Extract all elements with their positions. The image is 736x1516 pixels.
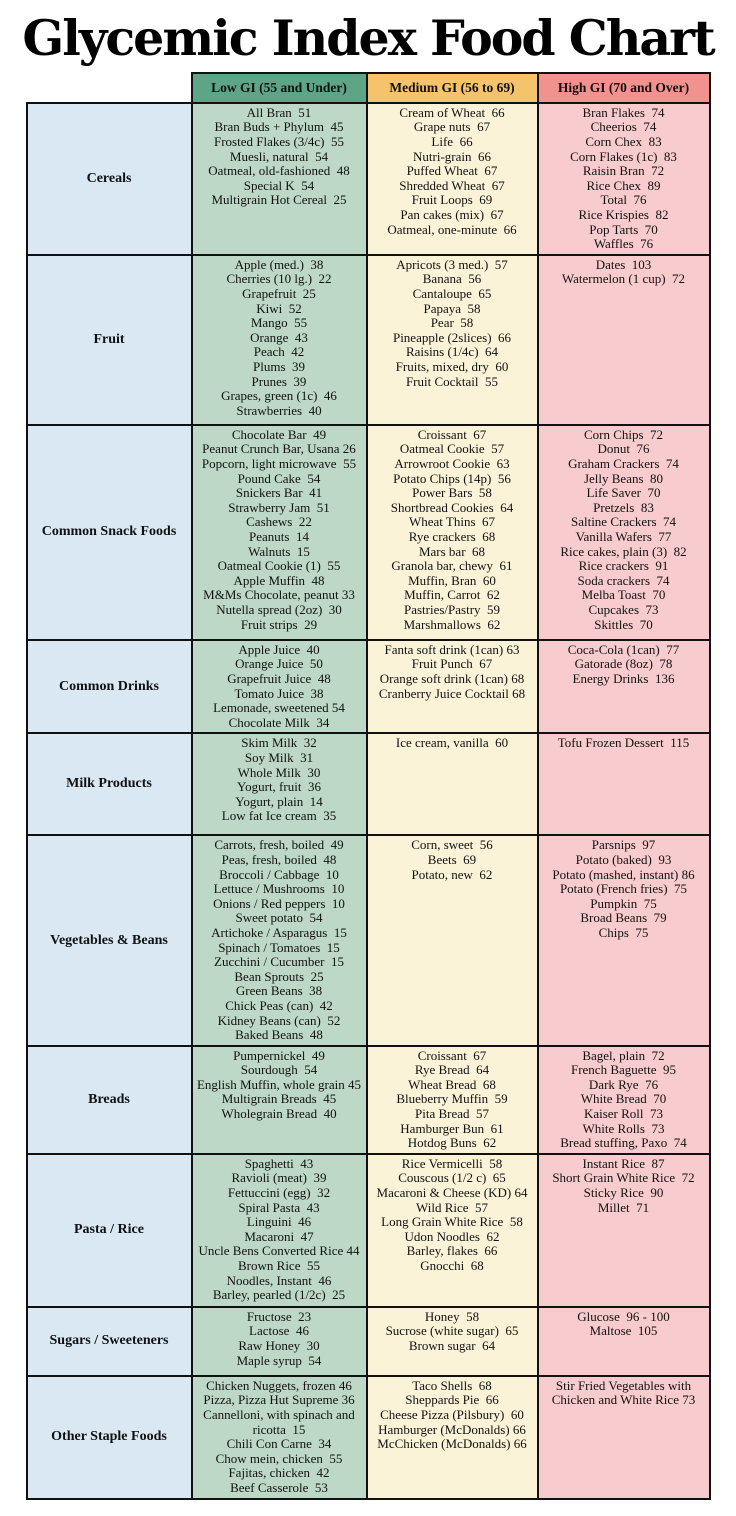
- food-entry: Multigrain Breads 45: [221, 1091, 337, 1107]
- food-entry: Green Beans 38: [235, 983, 323, 999]
- food-entry: Grapes, green (1c) 46: [221, 388, 337, 404]
- food-entry: Puffed Wheat 67: [406, 163, 498, 179]
- food-entry: Hamburger Bun 61: [400, 1120, 504, 1136]
- food-entry: Bran Flakes 74: [582, 104, 665, 120]
- food-category-row: [27, 1154, 710, 1307]
- food-entry: Rye Bread 64: [414, 1062, 490, 1078]
- food-category-row: [27, 1376, 710, 1499]
- food-entry: Zucchini / Cucumber 15: [214, 954, 344, 970]
- food-entry: Fruits, mixed, dry 60: [395, 358, 509, 374]
- gi-header-row: [27, 73, 710, 103]
- corner-spacer: [27, 73, 192, 103]
- medium-gi-header: Medium GI (56 to 69): [367, 73, 538, 103]
- food-entry: Soda crackers 74: [577, 572, 670, 588]
- food-entry: Grapefruit 25: [242, 286, 316, 302]
- food-entry: Peach 42: [253, 344, 305, 360]
- category-label: Cereals: [27, 103, 192, 255]
- category-label: Sugars / Sweeteners: [27, 1307, 192, 1376]
- low-gi-cell: [192, 1376, 367, 1499]
- food-entry: Rice cakes, plain (3) 82: [560, 543, 687, 559]
- food-entry: Chocolate Bar 49: [231, 426, 327, 442]
- food-entry: Grapefruit Juice 48: [227, 671, 331, 687]
- food-entry: Kaiser Roll 73: [583, 1106, 664, 1122]
- food-entry: Brown sugar 64: [408, 1338, 496, 1354]
- food-entry: Sweet potato 54: [235, 910, 323, 926]
- high-gi-cell: [538, 255, 710, 425]
- food-entry: Rice Chex 89: [586, 177, 661, 193]
- food-entry: Papaya 58: [423, 300, 481, 316]
- category-label: Common Drinks: [27, 640, 192, 734]
- food-entry: Carrots, fresh, boiled 49: [214, 837, 344, 853]
- food-entry: Orange soft drink (1can) 68: [379, 671, 525, 687]
- medium-gi-cell: [367, 835, 538, 1045]
- category-label: Pasta / Rice: [27, 1154, 192, 1307]
- food-entry: Skim Milk 32: [241, 735, 317, 751]
- food-entry: Pita Bread 57: [414, 1106, 489, 1122]
- food-entry: Sourdough 54: [240, 1062, 318, 1078]
- medium-gi-cell: [367, 1046, 538, 1154]
- food-entry: Hotdog Buns 62: [407, 1135, 497, 1151]
- food-entry: Oatmeal, old-fashioned 48: [208, 163, 350, 179]
- food-entry: Corn Chex 83: [585, 134, 662, 150]
- low-gi-cell: [192, 1046, 367, 1154]
- food-entry: Plums 39: [252, 358, 305, 374]
- food-entry: Raisins (1/4c) 64: [405, 344, 499, 360]
- food-entry: Spiral Pasta 43: [238, 1199, 320, 1215]
- food-entry: Corn, sweet 56: [411, 837, 493, 853]
- food-entry: Melba Toast 70: [581, 587, 666, 603]
- food-entry: White Bread 70: [580, 1091, 667, 1107]
- food-entry: Life 66: [431, 134, 473, 150]
- high-gi-cell: [538, 733, 710, 835]
- food-entry: Instant Rice 87: [582, 1155, 665, 1171]
- food-entry: Energy Drinks 136: [572, 671, 675, 687]
- food-entry: Peas, fresh, boiled 48: [221, 851, 337, 867]
- food-entry: Chili Con Carne 34: [226, 1436, 332, 1452]
- food-entry: Millet 71: [597, 1199, 650, 1215]
- high-gi-cell: [538, 1376, 710, 1499]
- food-entry: Potato (baked) 93: [575, 851, 672, 867]
- medium-gi-cell: [367, 1154, 538, 1307]
- food-entry: Strawberries 40: [236, 402, 322, 418]
- food-entry: Parsnips 97: [591, 837, 656, 853]
- food-entry: Bean Sprouts 25: [234, 968, 324, 984]
- food-entry: McChicken (McDonalds) 66: [377, 1436, 527, 1452]
- food-entry: Barley, pearled (1/2c) 25: [212, 1287, 346, 1303]
- food-entry: Whole Milk 30: [237, 764, 321, 780]
- medium-gi-cell: [367, 1376, 538, 1499]
- food-entry: Kiwi 52: [256, 300, 302, 316]
- high-gi-header: High GI (70 and Over): [538, 73, 710, 103]
- food-entry: Lemonade, sweetened 54: [213, 700, 345, 716]
- food-entry: Nutri-grain 66: [413, 148, 491, 164]
- high-gi-cell: [538, 1154, 710, 1307]
- food-entry: Muffin, Bran 60: [408, 572, 496, 588]
- food-entry: Cupcakes 73: [588, 601, 659, 617]
- food-category-row: [27, 1307, 710, 1376]
- food-entry: Apple Muffin 48: [233, 572, 325, 588]
- food-entry: Beef Casserole 53: [230, 1480, 328, 1496]
- food-entry: French Baguette 95: [570, 1062, 677, 1078]
- food-entry: Potato, new 62: [411, 866, 493, 882]
- food-entry: Pineapple (2slices) 66: [392, 329, 512, 345]
- medium-gi-cell: [367, 733, 538, 835]
- food-entry: Multigrain Hot Cereal 25: [211, 192, 347, 208]
- food-entry: Saltine Crackers 74: [570, 514, 677, 530]
- food-entry: Pumpkin 75: [590, 895, 657, 911]
- food-entry: Beets 69: [427, 851, 477, 867]
- food-entry: Blueberry Muffin 59: [396, 1091, 508, 1107]
- high-gi-cell: [538, 425, 710, 640]
- food-entry: Ravioli (meat) 39: [231, 1170, 327, 1186]
- food-entry: Watermelon (1 cup) 72: [561, 271, 686, 287]
- food-entry: Spinach / Tomatoes 15: [218, 939, 340, 955]
- food-entry: Graham Crackers 74: [568, 456, 679, 472]
- food-entry: Bread stuffing, Paxo 74: [560, 1135, 687, 1151]
- food-entry: Honey 58: [424, 1308, 480, 1324]
- food-entry: Chips 75: [598, 924, 649, 940]
- food-category-row: [27, 640, 710, 734]
- food-entry: Low fat Ice cream 35: [221, 808, 337, 824]
- food-entry: Cranberry Juice Cocktail 68: [378, 685, 526, 701]
- food-entry: Glucose 96 - 100: [577, 1308, 670, 1324]
- food-entry: Taco Shells 68: [412, 1377, 492, 1393]
- high-gi-cell: [538, 1046, 710, 1154]
- food-entry: Pizza, Pizza Hut Supreme 36: [203, 1392, 355, 1408]
- food-category-row: [27, 425, 710, 640]
- food-entry: Barley, flakes 66: [406, 1243, 498, 1259]
- food-entry: Special K 54: [243, 177, 315, 193]
- food-entry: Linguini 46: [246, 1214, 312, 1230]
- food-entry: Pretzels 83: [593, 499, 654, 515]
- food-entry: Shredded Wheat 67: [399, 177, 505, 193]
- food-entry: M&Ms Chocolate, peanut 33: [203, 587, 355, 603]
- food-entry: Croissant 67: [417, 426, 487, 442]
- food-entry: Orange Juice 50: [235, 656, 323, 672]
- food-entry: Shortbread Cookies 64: [390, 499, 514, 515]
- food-entry: Wholegrain Bread 40: [221, 1106, 337, 1122]
- food-entry: Banana 56: [422, 271, 482, 287]
- category-label: Vegetables & Beans: [27, 835, 192, 1045]
- food-entry: Maltose 105: [589, 1323, 658, 1339]
- food-entry: Cantaloupe 65: [412, 286, 492, 302]
- food-entry: Raw Honey 30: [238, 1338, 320, 1354]
- food-entry: Bran Buds + Phylum 45: [214, 119, 344, 135]
- food-entry: Brown Rice 55: [238, 1258, 320, 1274]
- food-category-row: [27, 1046, 710, 1154]
- food-entry: Ice cream, vanilla 60: [395, 735, 509, 751]
- high-gi-cell: [538, 835, 710, 1045]
- food-entry: Rye crackers 68: [408, 528, 496, 544]
- food-entry: Cheerios 74: [590, 119, 657, 135]
- food-entry: Apple (med.) 38: [234, 256, 324, 272]
- food-entry: Croissant 67: [417, 1047, 487, 1063]
- low-gi-cell: [192, 640, 367, 734]
- food-entry: Fructose 23: [246, 1308, 312, 1324]
- food-entry: Apricots (3 med.) 57: [396, 256, 508, 272]
- category-label: Fruit: [27, 255, 192, 425]
- food-entry: Noodles, Instant 46: [226, 1272, 332, 1288]
- medium-gi-cell: [367, 255, 538, 425]
- food-entry: Life Saver 70: [586, 485, 661, 501]
- food-entry: Chicken Nuggets, frozen 46: [206, 1377, 352, 1393]
- food-entry: Tofu Frozen Dessert 115: [557, 735, 690, 751]
- food-category-row: [27, 255, 710, 425]
- food-entry: Pop Tarts 70: [589, 221, 658, 237]
- food-entry: Gnocchi 68: [420, 1258, 484, 1274]
- food-entry: Potato (mashed, instant) 86: [552, 866, 695, 882]
- food-entry: Raisin Bran 72: [582, 163, 665, 179]
- food-entry: Cream of Wheat 66: [399, 104, 505, 120]
- page-title: Glycemic Index Food Chart: [22, 9, 714, 67]
- food-category-row: [27, 733, 710, 835]
- food-entry: Sheppards Pie 66: [405, 1392, 499, 1408]
- food-entry: Couscous (1/2 c) 65: [398, 1170, 506, 1186]
- food-entry: Fajitas, chicken 42: [228, 1465, 330, 1481]
- food-entry: Fruit Cocktail 55: [405, 373, 499, 389]
- food-entry: Cannelloni, with spinach and ricotta 15: [203, 1407, 359, 1437]
- low-gi-cell: [192, 255, 367, 425]
- food-entry: Oatmeal Cookie (1) 55: [217, 558, 341, 574]
- food-entry: Onions / Red peppers 10: [213, 895, 345, 911]
- food-entry: Lactose 46: [249, 1323, 309, 1339]
- food-entry: Fruit strips 29: [240, 616, 318, 632]
- category-label: Milk Products: [27, 733, 192, 835]
- food-entry: Tomato Juice 38: [234, 685, 324, 701]
- high-gi-cell: [538, 1307, 710, 1376]
- food-entry: Jelly Beans 80: [583, 470, 664, 486]
- food-entry: Coca-Cola (1can) 77: [567, 641, 680, 657]
- food-entry: Broad Beans 79: [580, 910, 667, 926]
- low-gi-cell: [192, 425, 367, 640]
- food-entry: Hamburger (McDonalds) 66: [378, 1421, 526, 1437]
- food-entry: Long Grain White Rice 58: [381, 1214, 523, 1230]
- food-entry: White Rolls 73: [582, 1120, 665, 1136]
- food-entry: English Muffin, whole grain 45: [196, 1076, 362, 1092]
- food-entry: All Bran 51: [246, 104, 312, 120]
- food-entry: Rice Krispies 82: [578, 207, 669, 223]
- food-entry: Sucrose (white sugar) 65: [385, 1323, 519, 1339]
- low-gi-cell: [192, 1154, 367, 1307]
- food-entry: Pumpernickel 49: [233, 1047, 325, 1063]
- food-entry: Snickers Bar 41: [235, 485, 323, 501]
- category-label: Breads: [27, 1046, 192, 1154]
- food-entry: Cheese Pizza (Pilsbury) 60: [380, 1407, 524, 1423]
- food-entry: Sticky Rice 90: [583, 1185, 664, 1201]
- food-entry: Apple Juice 40: [238, 641, 320, 657]
- gi-table-body: [27, 103, 710, 1499]
- food-entry: Broccoli / Cabbage 10: [219, 866, 339, 882]
- low-gi-cell: [192, 1307, 367, 1376]
- food-entry: Nutella spread (2oz) 30: [216, 601, 342, 617]
- food-entry: Rice crackers 91: [578, 558, 669, 574]
- food-entry: Lettuce / Mushrooms 10: [213, 881, 345, 897]
- food-entry: Wheat Bread 68: [408, 1076, 496, 1092]
- food-entry: Fruit Loops 69: [411, 192, 493, 208]
- low-gi-header: Low GI (55 and Under): [192, 73, 367, 103]
- food-entry: Stir Fried Vegetables with Chicken and White Rice 73: [551, 1377, 696, 1408]
- food-entry: Frosted Flakes (3/4c) 55: [214, 134, 344, 150]
- food-entry: Mars bar 68: [418, 543, 486, 559]
- food-entry: Spaghetti 43: [244, 1155, 314, 1171]
- food-entry: Prunes 39: [251, 373, 307, 389]
- food-entry: Strawberry Jam 51: [228, 499, 330, 515]
- food-entry: Dates 103: [595, 256, 652, 272]
- food-entry: Baked Beans 48: [235, 1027, 323, 1043]
- food-entry: Popcorn, light microwave 55: [201, 456, 357, 472]
- food-entry: Macaroni 47: [244, 1228, 314, 1244]
- glycemic-index-table: [26, 72, 711, 1500]
- food-entry: Kidney Beans (can) 52: [217, 1012, 341, 1028]
- food-entry: Oatmeal Cookie 57: [399, 441, 505, 457]
- food-category-row: [27, 835, 710, 1045]
- medium-gi-cell: [367, 425, 538, 640]
- food-entry: Pastries/Pastry 59: [403, 601, 501, 617]
- food-entry: Mango 55: [250, 315, 308, 331]
- food-entry: Wild Rice 57: [415, 1199, 489, 1215]
- food-entry: Arrowroot Cookie 63: [394, 456, 510, 472]
- food-entry: Muesli, natural 54: [229, 148, 329, 164]
- food-entry: Rice Vermicelli 58: [401, 1155, 503, 1171]
- food-entry: Yogurt, fruit 36: [237, 779, 321, 795]
- food-entry: Bagel, plain 72: [582, 1047, 665, 1063]
- food-entry: Oatmeal, one-minute 66: [387, 221, 517, 237]
- food-entry: Fettuccini (egg) 32: [227, 1185, 331, 1201]
- food-entry: Gatorade (8oz) 78: [574, 656, 673, 672]
- food-entry: Power Bars 58: [412, 485, 492, 501]
- food-entry: Fanta soft drink (1can) 63: [384, 641, 520, 657]
- food-entry: Marshmallows 62: [403, 616, 501, 632]
- food-entry: Chocolate Milk 34: [228, 714, 330, 730]
- medium-gi-cell: [367, 103, 538, 255]
- food-entry: Muffin, Carrot 62: [404, 587, 500, 603]
- high-gi-cell: [538, 103, 710, 255]
- food-entry: Cashews 22: [246, 514, 312, 530]
- food-entry: Udon Noodles 62: [404, 1228, 500, 1244]
- food-entry: Skittles 70: [594, 616, 653, 632]
- food-entry: Short Grain White Rice 72: [552, 1170, 695, 1186]
- food-entry: Grape nuts 67: [413, 119, 491, 135]
- category-label: Other Staple Foods: [27, 1376, 192, 1499]
- food-entry: Corn Flakes (1c) 83: [570, 148, 677, 164]
- medium-gi-cell: [367, 1307, 538, 1376]
- food-entry: Pound Cake 54: [237, 470, 321, 486]
- food-entry: Pear 58: [430, 315, 474, 331]
- food-entry: Pan cakes (mix) 67: [400, 207, 504, 223]
- food-entry: Waffles 76: [593, 236, 654, 252]
- food-entry: Dark Rye 76: [588, 1076, 659, 1092]
- food-entry: Walnuts 15: [248, 543, 310, 559]
- food-entry: Wheat Thins 67: [408, 514, 496, 530]
- category-label: Common Snack Foods: [27, 425, 192, 640]
- low-gi-cell: [192, 835, 367, 1045]
- food-entry: Potato (French fries) 75: [559, 881, 688, 897]
- food-entry: Total 76: [600, 192, 647, 208]
- low-gi-cell: [192, 733, 367, 835]
- food-entry: Chow mein, chicken 55: [215, 1450, 343, 1466]
- food-entry: Donut 76: [597, 441, 650, 457]
- food-entry: Cherries (10 lg.) 22: [226, 271, 332, 287]
- food-entry: Uncle Bens Converted Rice 44: [198, 1243, 360, 1259]
- food-entry: Vanilla Wafers 77: [575, 528, 672, 544]
- food-entry: Peanuts 14: [249, 528, 309, 544]
- food-entry: Soy Milk 31: [244, 749, 314, 765]
- low-gi-cell: [192, 103, 367, 255]
- food-entry: Artichoke / Asparagus 15: [211, 924, 347, 940]
- food-category-row: [27, 103, 710, 255]
- food-entry: Potato Chips (14p) 56: [393, 470, 511, 486]
- food-entry: Corn Chips 72: [583, 426, 664, 442]
- food-entry: Fruit Punch 67: [411, 656, 493, 672]
- food-entry: Chick Peas (can) 42: [225, 997, 333, 1013]
- food-entry: Orange 43: [250, 329, 308, 345]
- food-entry: Macaroni & Cheese (KD) 64: [376, 1185, 528, 1201]
- high-gi-cell: [538, 640, 710, 734]
- food-entry: Maple syrup 54: [236, 1352, 322, 1368]
- food-entry: Granola bar, chewy 61: [391, 558, 513, 574]
- food-entry: Peanut Crunch Bar, Usana 26: [202, 441, 356, 457]
- medium-gi-cell: [367, 640, 538, 734]
- food-entry: Yogurt, plain 14: [235, 793, 323, 809]
